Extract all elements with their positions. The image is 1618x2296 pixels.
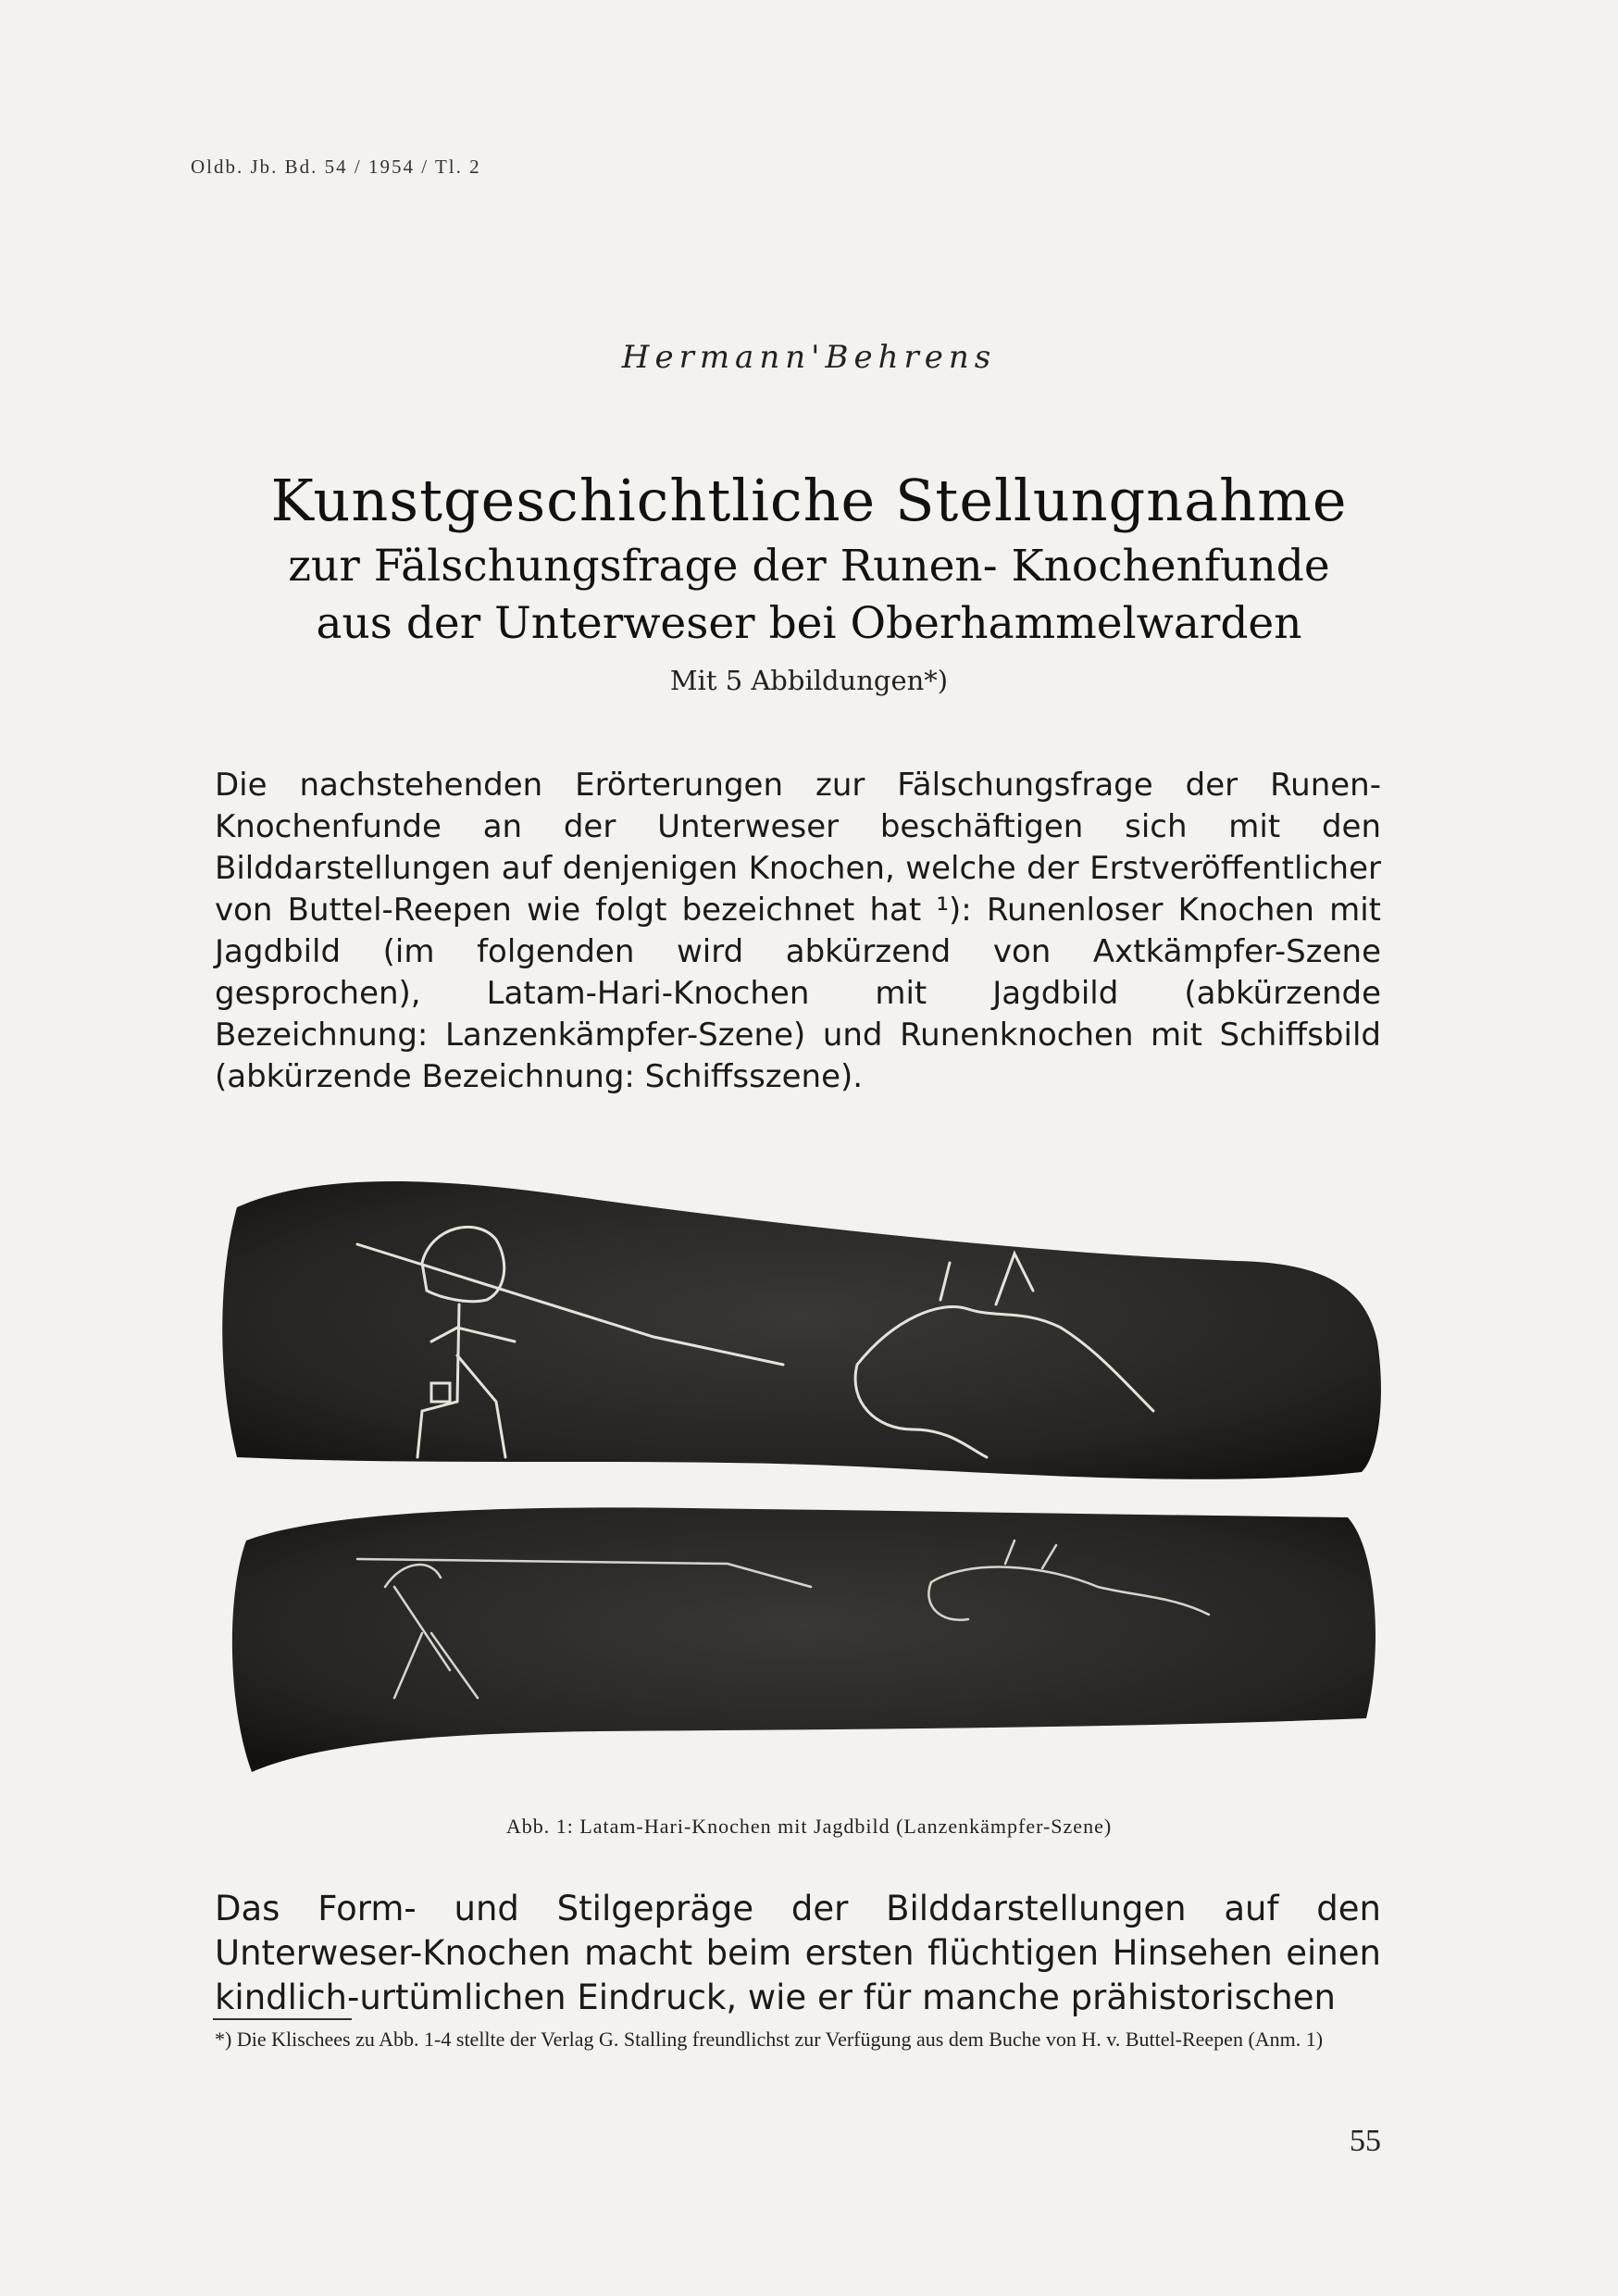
bone-photo-illustration <box>209 1152 1413 1803</box>
figure-bone-photograph <box>209 1152 1413 1803</box>
author-name: Hermann'Behrens <box>621 339 997 376</box>
body-paragraph-1: Die nachstehenden Erörterungen zur Fälschungsfrage der Runen-Knochenfunde an der Unterweser beschäftigen sich mit den Bilddarstellungen auf denjenigen Knochen, welche der Erstveröffentlicher von Buttel-Reepen wie folgt bezeichnet hat ¹): Runenloser Knochen mit Jagdbild (im folgenden wird abkürzend von Axtkämpfer-Szene gesprochen), Latam-Hari-Knochen mit Jagdbild (abkürzende Bezeichnung: Lanzenkämpfer-Szene) und Runenknochen mit Schiffsbild (abkürzende Bezeichnung: Schiffsszene). <box>215 767 1381 1095</box>
title-line-2: zur Fälschungsfrage der Runen- Knochenfunde <box>288 541 1330 592</box>
footnote: *) Die Klischees zu Abb. 1-4 stellte der Verlag G. Stalling freundlichst zur Verfügung aus dem Buche von H. v. Buttel-Reepen (Anm. 1) <box>215 2028 1324 2051</box>
lower-bone-shape <box>232 1507 1375 1772</box>
footnote-divider <box>213 2018 352 2020</box>
title-line-1: Kunstgeschichtliche Stellungnahme <box>270 467 1348 534</box>
body-paragraph-2: Das Form- und Stilgepräge der Bilddarstellungen auf den Unterweser-Knochen macht beim ersten flüchtigen Hinsehen einen kindlich-urtümlichen Eindruck, wie er für manche prähistorischen <box>215 1889 1381 2017</box>
page-number: 55 <box>1350 2124 1381 2158</box>
title-line-3: aus der Unterweser bei Oberhammelwarden <box>316 598 1302 649</box>
upper-bone-shape <box>222 1181 1381 1479</box>
subtitle: Mit 5 Abbildungen*) <box>669 665 949 696</box>
journal-reference: Oldb. Jb. Bd. 54 / 1954 / Tl. 2 <box>191 156 481 178</box>
figure-caption: Abb. 1: Latam-Hari-Knochen mit Jagdbild (Lanzenkämpfer-Szene) <box>505 1815 1113 1838</box>
